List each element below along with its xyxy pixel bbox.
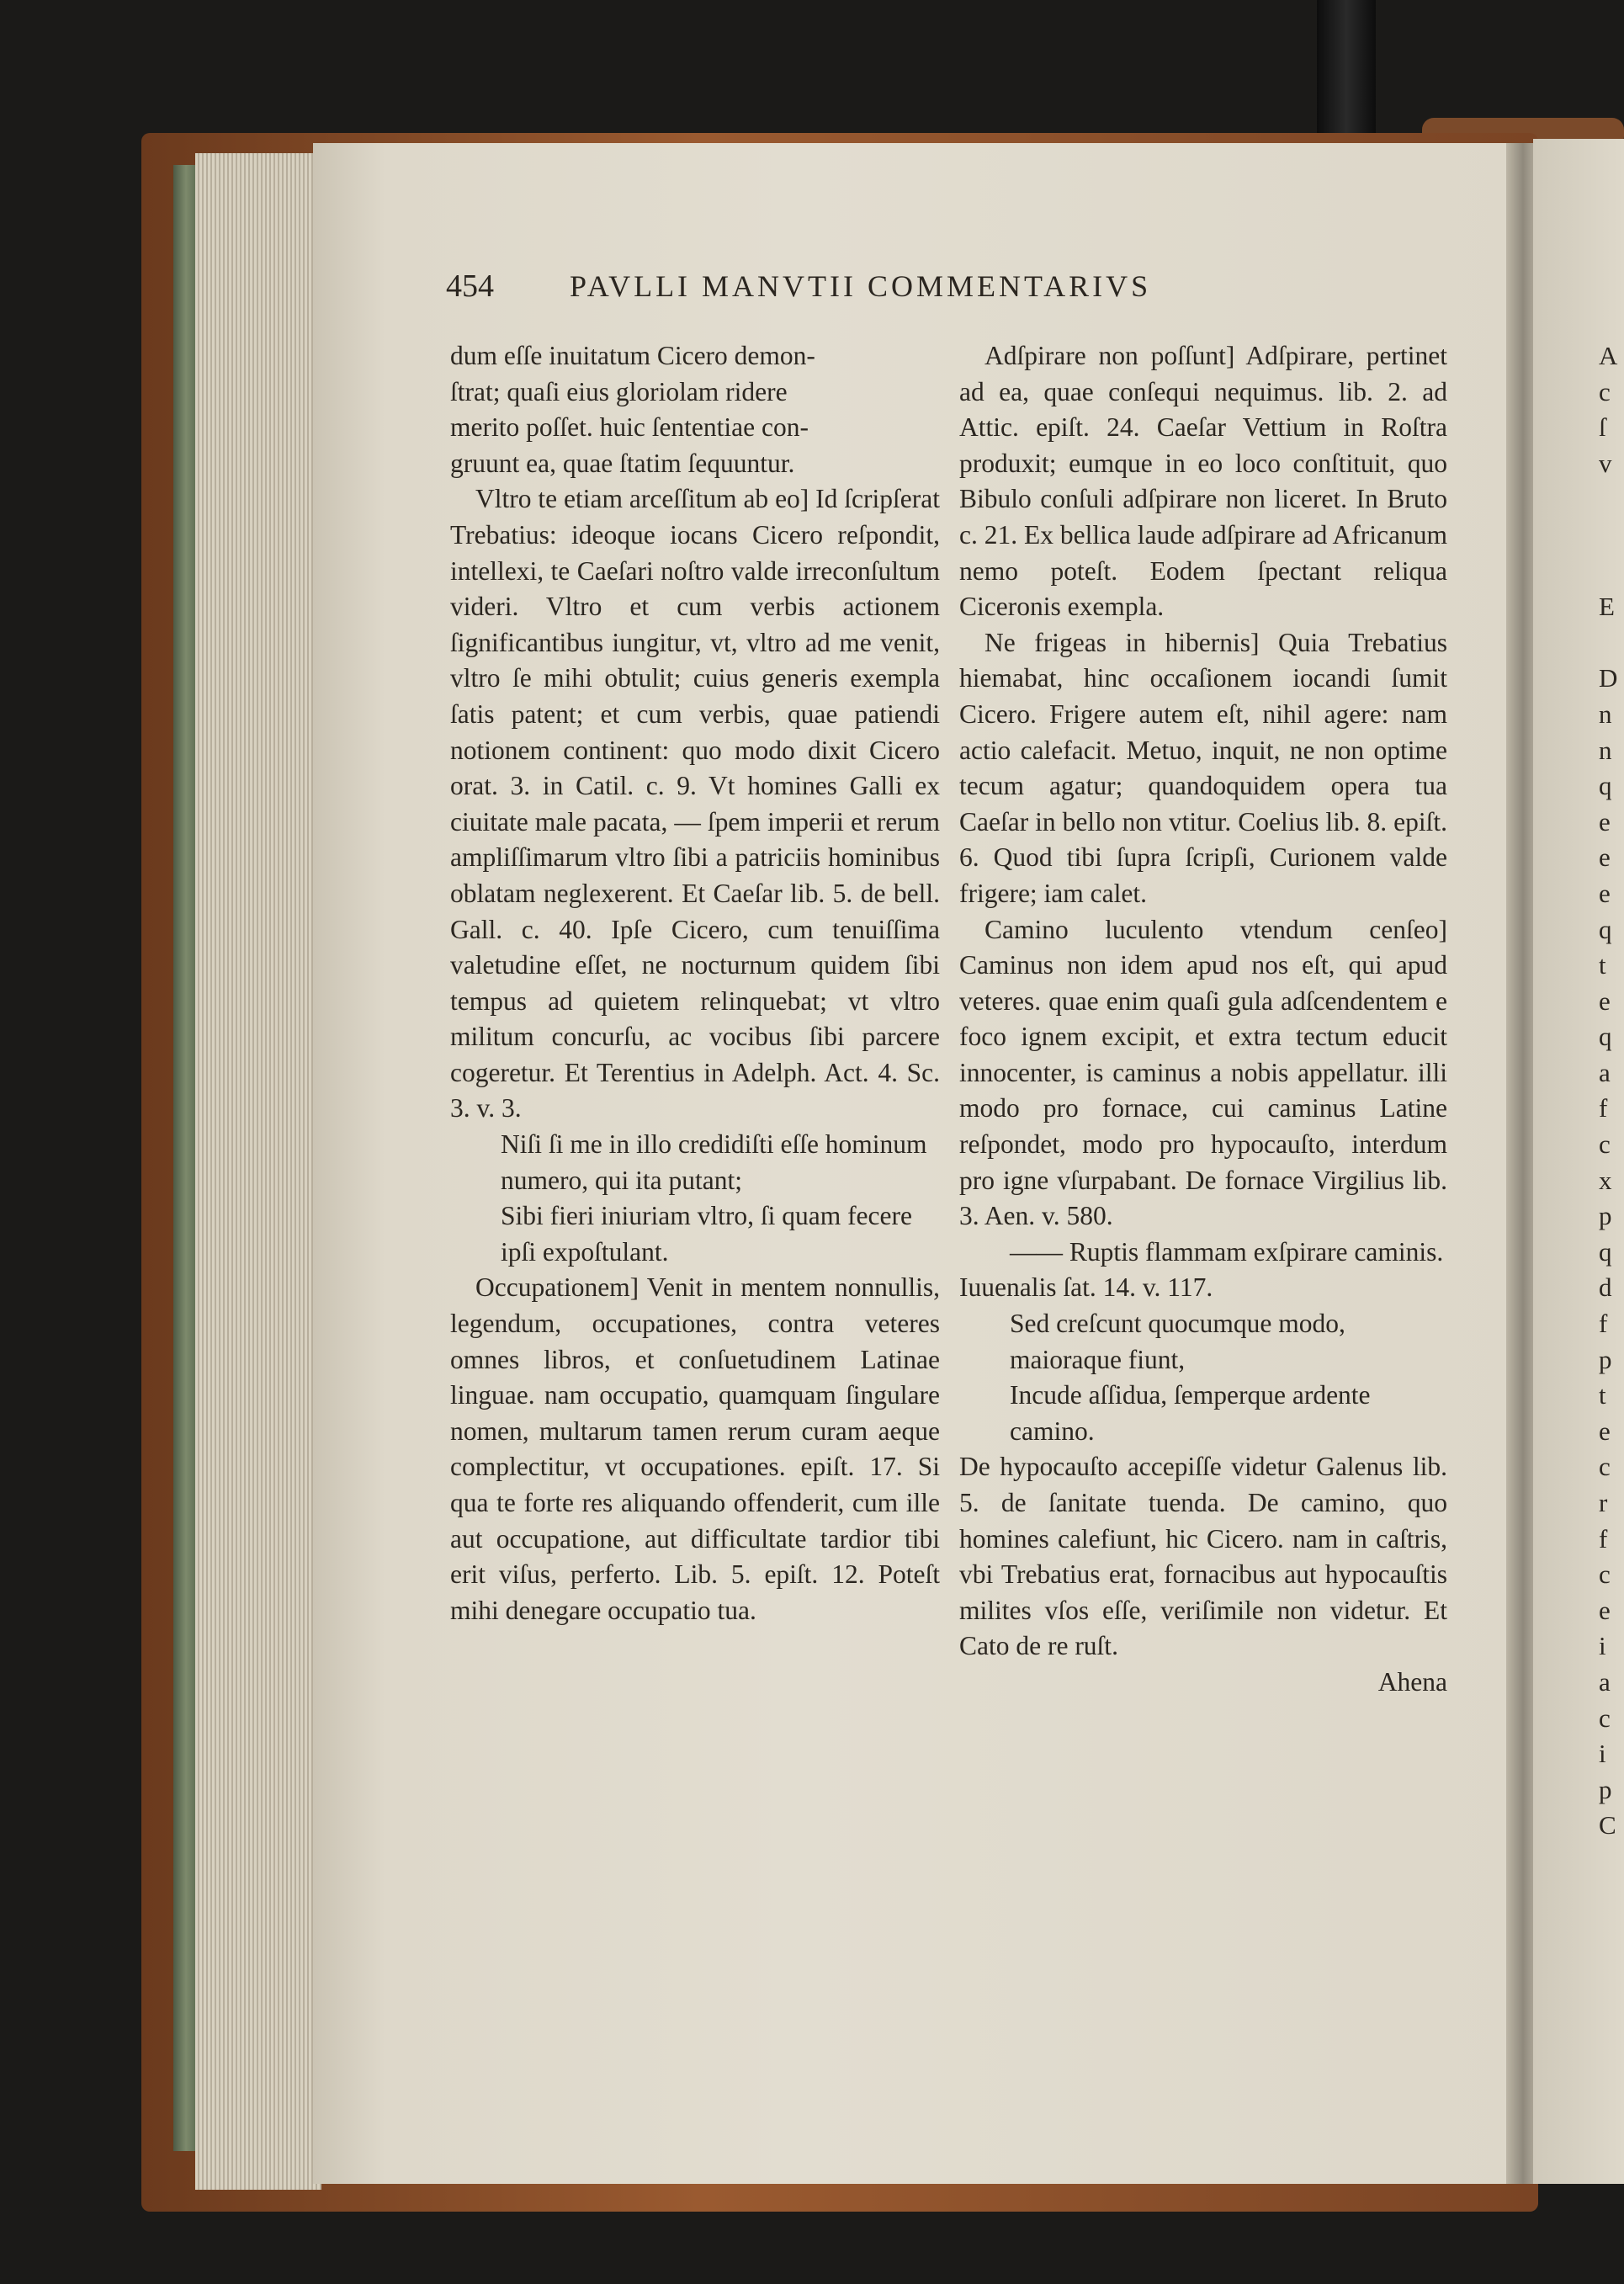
margin-letter: a [1599,1057,1611,1087]
text-line: ſtrat; quaſi eius gloriolam ridere [450,376,788,406]
margin-letter: ſ [1599,412,1606,443]
verse-quote: —— Ruptis flammam exſpirare caminis. [1010,1236,1444,1267]
running-title: PAVLLI MANVTII COMMENTARIVS [570,269,1152,303]
margin-letter: p [1599,1201,1612,1231]
margin-letter: n [1599,698,1612,729]
margin-letter: i [1599,1631,1606,1661]
commentary-paragraph: Occupationem] Venit in mentem nonnullis, legendum, occupationes, contra veteres omnes libros, et conſuetudinem Latinae linguae. nam occupatio, quamquam ſingulare nomen, multarum tamen rerum curam aeque complectitur, vt occupationes. epiſt. 17. Si qua te forte res aliquando offenderit, cum ille aut occupatione, aut difficultate tardior tibi erit viſus, perferto. Lib. 5. epiſt. 12. Poteſt mihi denegare occupatio tua. [450,1272,940,1625]
margin-letter: i [1599,1739,1606,1769]
catchword: Ahena [1377,1666,1447,1697]
verse-quote: Niſi ſi me in illo credidiſti eſſe hominum numero, qui ita putant; [501,1129,927,1195]
next-page-margin [1599,338,1624,1844]
page-block-edges [195,153,321,2190]
margin-letter: c [1599,1559,1611,1590]
margin-letter: q [1599,1022,1612,1052]
commentary-paragraph: De hypocauſto accepiſſe videtur Galenus lib. 5. de ſanitate tuenda. De camino, quo homines calefiunt, hic Cicero. nam in caſtris, vbi Trebatius erat, fornacibus aut hypocauſtis milites vſos eſſe, veriſimile non videtur. Et Cato de re ruſt. [959,1452,1447,1661]
margin-letter: c [1599,1452,1611,1482]
margin-letter: a [1599,1666,1611,1697]
margin-letter: e [1599,985,1611,1016]
verse-quote: Sibi fieri iniuriam vltro, ſi quam fecere ipſi expoſtulant. [501,1201,912,1267]
margin-letter: t [1599,950,1606,980]
left-column [450,338,940,1628]
text-line: dum eſſe inuitatum Cicero demon- [450,341,815,370]
commentary-paragraph: Ne frigeas in hibernis] Quia Trebatius hiemabat, hinc occaſionem iocandi ſumit Cicero. Frigere autem eſt, nihil agere: nam actio calefacit. Metuo, inquit, ne non optime tecum agatur; quandoquidem opera tua Caeſar in bello non vtitur. Coelius lib. 8. epiſt. 6. Quod tibi ſupra ſcripſi, Curionem valde frigere; iam calet. [959,627,1447,908]
commentary-paragraph: Vltro te etiam arceſſitum ab eo] Id ſcripſerat Trebatius: ideoque iocans Cicero reſpondit, intellexi, te Caeſari noſtro valde irreconſultum videri. Vltro et cum verbis actionem ſignificantibus iungitur, vt, vltro ad me venit, vltro ſe mihi obtulit; cuius generis exempla ſatis patent; et cum verbis, quae patiendi notionem continent: quo modo dixit Cicero orat. 3. in Catil. c. 9. Vt homines Galli ex ciuitate male pacata, — ſpem imperii et rerum ampliſſimarum vltro ſibi a patriciis hominibus oblatam neglexerent. Et Caeſar lib. 5. de bell. Gall. c. 40. Ipſe Cicero, cum tenuiſſima valetudine eſſet, ne nocturnum quidem ſibi tempus ad quietem relinquebat; vt vltro militum concurſu, ac vocibus ſibi parcere cogeretur. Et Terentius in Adelph. Act. 4. Sc. 3. v. 3. [450,484,940,1123]
verse-quote: Incude aſſidua, ſemperque ardente camino. [1010,1380,1371,1446]
margin-letter [1599,518,1624,554]
margin-letter [1599,554,1624,590]
margin-letter: c [1599,1129,1611,1160]
margin-letter: A [1599,341,1618,370]
margin-letter: t [1599,1380,1606,1410]
text-line: gruunt ea, quae ſtatim ſequuntur. [450,448,795,478]
margin-letter: f [1599,1093,1608,1123]
margin-letter: q [1599,914,1612,944]
margin-letter: C [1599,1810,1616,1840]
page-header [446,268,1473,310]
text-line: merito poſſet. huic ſententiae con- [450,412,809,443]
margin-letter: n [1599,735,1612,765]
book-clasp [1317,0,1376,143]
margin-letter: q [1599,771,1612,801]
margin-letter: x [1599,1165,1612,1195]
margin-letter: p [1599,1774,1612,1804]
text-line: Iuuenalis ſat. 14. v. 117. [959,1272,1213,1303]
margin-letter: e [1599,878,1611,908]
margin-letter [1599,625,1624,661]
margin-letter [1599,481,1624,518]
margin-letter: v [1599,448,1612,478]
verse-quote: Sed creſcunt quocumque modo, maioraque fiunt, [1010,1309,1345,1374]
margin-letter: p [1599,1344,1612,1374]
page-number: 454 [446,268,494,304]
margin-letter: e [1599,806,1611,837]
margin-letter: c [1599,376,1611,406]
margin-letter: E [1599,592,1615,622]
margin-letter: d [1599,1272,1612,1303]
margin-letter: f [1599,1523,1608,1554]
margin-letter: c [1599,1702,1611,1733]
margin-letter: q [1599,1236,1612,1267]
margin-letter: r [1599,1488,1608,1517]
commentary-paragraph: Adſpirare non poſſunt] Adſpirare, pertinet ad ea, quae conſequi nequimus. lib. 2. ad Attic. epiſt. 24. Caeſar Vettium in Roſtra produxit; eumque in eo loco conſtituit, quo Bibulo conſuli adſpirare non liceret. In Bruto c. 21. Ex bellica laude adſpirare ad Africanum nemo poteſt. Eodem ſpectant reliqua Ciceronis exempla. [959,341,1447,622]
margin-letter: e [1599,1595,1611,1625]
margin-letter: f [1599,1309,1608,1339]
margin-letter: D [1599,663,1618,693]
margin-letter: e [1599,1416,1611,1446]
right-column [959,338,1447,1701]
commentary-paragraph: Camino luculento vtendum cenſeo] Caminus non idem apud nos eſt, qui apud veteres. quae enim quaſi gula adſcendentem e foco ignem excipit, et extra tectum educit innocenter, is caminus a nobis appellatur. illi modo pro fornace, cui caminus Latine reſpondet, modo pro hypocauſto, interdum pro igne vſurpabant. De fornace Virgilius lib. 3. Aen. v. 580. [959,914,1447,1231]
margin-letter: e [1599,842,1611,873]
